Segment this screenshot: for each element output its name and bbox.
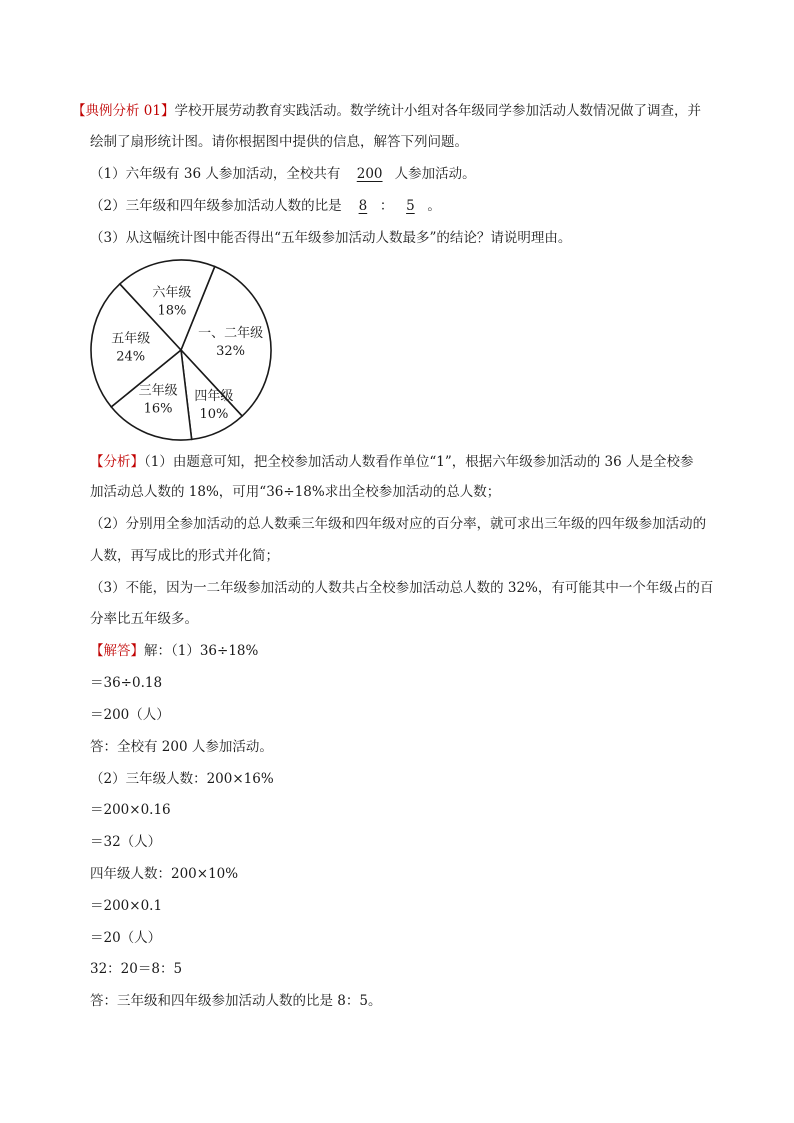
analysis-text-3b: 分率比五年级多。 — [90, 611, 198, 627]
question-2-answer-2: 5 — [406, 198, 415, 214]
question-1-suffix: 人参加活动。 — [394, 166, 476, 182]
solution-answer-1: 答：全校有 200 人参加活动。 — [90, 739, 273, 755]
solution-tag: 【解答】 — [90, 643, 144, 659]
pie-slice-label: 一、二年级 — [198, 325, 264, 341]
problem-intro-line-1 — [72, 101, 701, 121]
pie-slice-percent: 16% — [143, 401, 173, 417]
solution-step: ＝200（人） — [90, 707, 170, 723]
pie-slice-label: 四年级 — [194, 388, 234, 404]
solution-step: ＝200×0.1 — [90, 898, 163, 914]
solution-step: ＝20（人） — [90, 930, 162, 946]
question-3: （3）从这幅统计图中能否得出“五年级参加活动人数最多”的结论？请说明理由。 — [90, 230, 572, 246]
analysis-text-1a: （1）由题意可知，把全校参加活动人数看作单位“1”，根据六年级参加活动的 36 人是全校参 — [144, 454, 694, 470]
pie-slice-percent: 10% — [199, 406, 229, 422]
solution-step: 四年级人数：200×10% — [90, 866, 239, 882]
problem-intro-2: 绘制了扇形统计图。请你根据图中提供的信息，解答下列问题。 — [90, 134, 468, 150]
solution-step: 32：20＝8：5 — [90, 961, 183, 977]
question-1-text: （1）六年级有 36 人参加活动，全校共有 — [90, 166, 345, 182]
question-2 — [90, 196, 441, 216]
analysis-tag: 【分析】 — [90, 454, 144, 470]
pie-slice-label: 三年级 — [138, 383, 178, 399]
question-1-answer: 200 — [356, 166, 383, 182]
example-tag: 【典例分析 01】 — [72, 103, 175, 119]
analysis-text-1b: 加活动总人数的 18%，可用“36÷18%求出全校参加活动的总人数； — [90, 484, 501, 500]
solution-step: 解：（1）36÷18% — [144, 643, 259, 659]
grade-participation-pie-chart — [88, 258, 274, 442]
solution-line-1 — [90, 641, 258, 661]
pie-slice-percent: 32% — [216, 343, 246, 359]
solution-step: ＝32（人） — [90, 834, 162, 850]
analysis-line-1 — [90, 452, 694, 472]
analysis-text-2a: （2）分别用全参加活动的总人数乘三年级和四年级对应的百分率，就可求出三年级的四年级参加活动的 — [90, 516, 707, 532]
pie-slice-label: 六年级 — [152, 285, 192, 301]
question-2-text: （2）三年级和四年级参加活动人数的比是 — [90, 198, 346, 214]
ratio-separator: ： — [379, 198, 394, 214]
solution-step: （2）三年级人数：200×16% — [90, 771, 274, 787]
solution-step: ＝36÷0.18 — [90, 675, 163, 691]
solution-answer-2: 答：三年级和四年级参加活动人数的比是 8：5。 — [90, 993, 382, 1009]
analysis-text-3a: （3）不能，因为一二年级参加活动的人数共占全校参加活动总人数的 32%，有可能其中一个年级占的百 — [90, 580, 714, 596]
pie-slice-percent: 24% — [116, 349, 146, 365]
analysis-text-2b: 人数，再写成比的形式并化简； — [90, 548, 279, 564]
pie-slice-percent: 18% — [157, 303, 187, 319]
pie-slice-label: 五年级 — [111, 331, 151, 347]
problem-intro-1: 学校开展劳动教育实践活动。数学统计小组对各年级同学参加活动人数情况做了调查，并 — [174, 103, 701, 119]
question-2-answer-1: 8 — [358, 198, 368, 214]
question-1 — [90, 164, 476, 184]
question-2-suffix: 。 — [427, 198, 441, 214]
solution-step: ＝200×0.16 — [90, 802, 171, 818]
